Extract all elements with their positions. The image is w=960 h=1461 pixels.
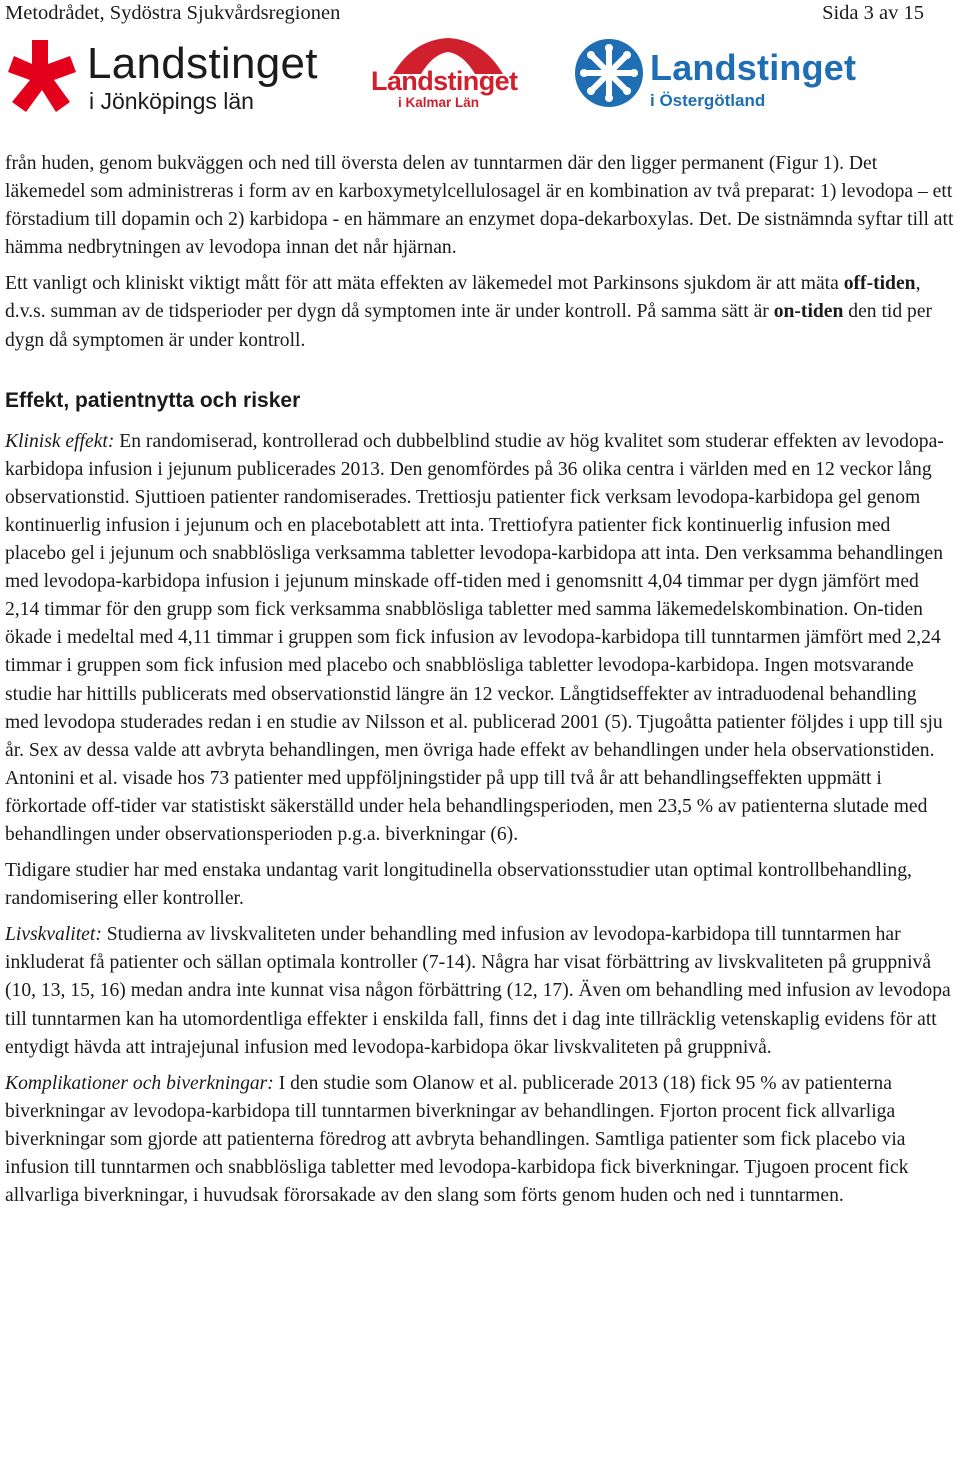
p5-text: Studierna av livskvaliteten under behandling med infusion av levodopa-karbidopa till tunntarmen har inkluderat få patienter och sällan optimala kontroller (7-14). Några har visat förbättring av livskvaliteten på gruppnivå (10, 13, 15, 16) medan andra inte kunnat visa någon förbättring (12, 17). Även om behandling med infusion av levodopa till tunntarmen kan ha utomordentliga effekter i enskilda fall, finns det i dag inte tillräcklig vetenskaplig evidens för att entydigt hävda att intrajejunal infusion med levodopa-karbidopa ökar livskvaliteten på gruppnivå. [5,924,951,1058]
page-header [5,0,924,26]
label-klinisk-effekt: Klinisk effekt: [5,430,115,452]
p2-text-e: den tid per dygn då symptomen är under kontroll. [5,301,933,351]
logo-jonkoping-sub: i Jönköpings län [89,88,254,114]
p2-text-c: , d.v.s. summan av de tidsperioder per dygn då symptomen inte är under kontroll. På samma sätt är [5,273,921,323]
red-cross-icon [4,38,84,114]
label-livskvalitet: Livskvalitet: [5,924,102,946]
snowflake-icon [574,38,644,108]
page-number: Sida 3 av 15 [822,2,924,24]
logo-kalmar-name: Landstinget [371,66,518,96]
document-body [5,150,955,1218]
label-komplikationer: Komplikationer och biverkningar: [5,1072,274,1094]
paragraph-clinical-effect [5,428,955,849]
logo-ostergotland-sub: i Östergötland [650,91,766,110]
p6-text: I den studie som Olanow et al. publicerade 2013 (18) fick 95 % av patienterna biverkningar av levodopa-karbidopa till tunntarmen biverkningar av behandlingen. Fjorton procent fick allvarliga biverkningar som gjorde att patienterna föredrog att avbryta behandlingen. Samtliga patienter som fick placebo via infusion till tunntarmen och snabblösliga tabletter med levodopa-karbidopa fick biverkningar. Tjugoen procent fick allvarliga biverkningar, i huvudsak förorsakade av den slang som förts genom huden och ned i tunntarmen. [5,1072,909,1207]
section-heading: Effekt, patientnytta och risker [5,388,301,412]
logo-row [0,30,960,120]
term-off-tiden: off-tiden [843,273,916,295]
paragraph-complications [5,1070,955,1210]
paragraph-quality-of-life [5,921,955,1061]
header-organization: Metodrådet, Sydöstra Sjukvårdsregionen [5,2,341,24]
logo-landstinget-ostergotland [574,34,874,114]
paragraph-off-time [5,270,955,354]
paragraph-earlier-studies: Tidigare studier har med enstaka undantag varit longitudinella observationsstudier utan optimal kontrollbehandling, randomisering eller kontroller. [5,860,912,910]
p2-text-a: Ett vanligt och kliniskt viktigt mått för att mäta effekten av läkemedel mot Parkinsons sjukdom är att mäta [5,273,844,295]
logo-ostergotland-name: Landstinget [650,47,857,88]
logo-landstinget-jonkoping [4,34,329,114]
paragraph-method: från huden, genom bukväggen och ned till översta delen av tunntarmen där den ligger permanent (Figur 1). Det läkemedel som administreras i form av en karboxymetylcellulosagel är en kombination av två preparat: 1) levodopa – ett förstadium till dopamin och 2) karbidopa - en hämmare an enzymet dopa-dekarboxylas. Det. De sistnämnda syftar till att hämma nedbrytningen av levodopa innan det når hjärnan. [5,153,954,259]
logo-jonkoping-name: Landstinget [87,39,318,88]
logo-landstinget-kalmar [368,34,528,114]
logo-kalmar-sub: i Kalmar Län [398,95,480,110]
p3-text: En randomiserad, kontrollerad och dubbelblind studie av hög kvalitet som studerar effekten av levodopa-karbidopa infusion i jejunum publicerades 2013. Den genomfördes på 36 olika centra i världen med en 12 veckor lång observationstid. Sjuttioen patienter randomiserades. Trettiosju patienter fick verksam levodopa-karbidopa gel genom kontinuerlig infusion i jejunum och en placebotablett att inta. Trettiofyra patienter fick kontinuerlig infusion med placebo gel i jejunum och snabblösliga verksamma tabletter levodopa-karbidopa att inta. Den verksamma behandlingen med levodopa-karbidopa infusion i jejunum minskade off-tiden med i genomsnitt 4,04 timmar per dygn jämfört med 2,14 timmar för den grupp som fick verksamma snabblösliga tabletter med samma läkemedelskombination. On-tiden ökade i medeltal med 4,11 timmar i gruppen som fick infusion av levodopa-karbidopa till tunntarmen jämfört med 2,24 timmar i gruppen som fick infusion med placebo och snabblösliga tabletter levodopa-karbidopa. Ingen motsvarande studie har hittills publicerats med observationstid längre än 12 veckor. Långtidseffekter av intraduodenal behandling med levodopa studerades redan i en studie av Nilsson et al. publicerad 2001 (5). Tjugoåtta patienter följdes i upp till sju år. Sex av dessa valde att avbryta behandlingen, men övriga hade effekt av behandlingen under hela observationstiden. Antonini et al. visade hos 73 patienter med uppföljningstider på upp till två år att behandlingseffekten uppmätt i förkortade off-tider var statistiskt säkerställd under hela behandlingsperioden, men 23,5 % av patienterna slutade med behandlingen under observationsperioden p.g.a. biverkningar (6). [5,430,944,845]
term-on-tiden: on-tiden [773,301,844,323]
